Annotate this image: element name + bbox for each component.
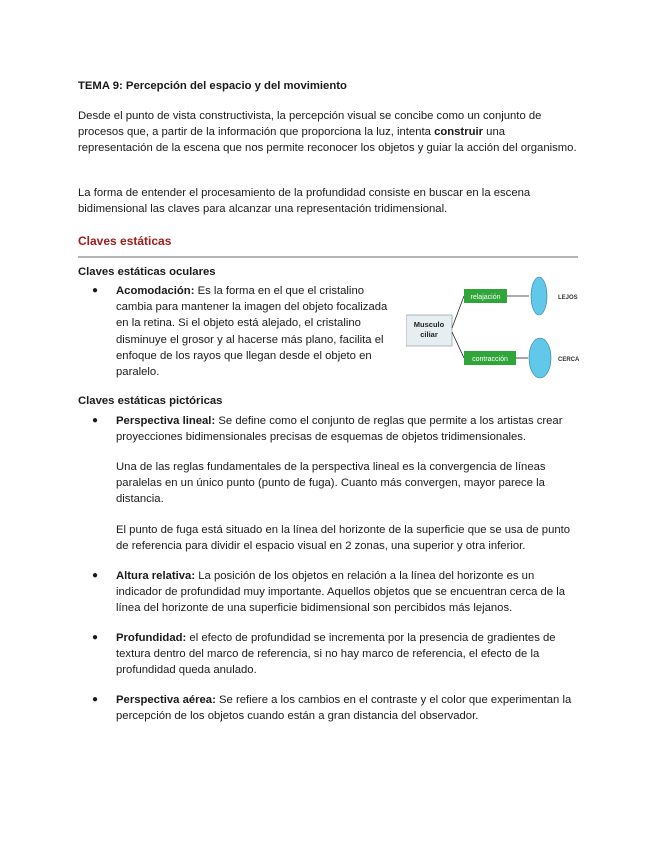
bullet-icon: ● <box>92 285 99 296</box>
term-profundidad: Profundidad: <box>116 632 187 644</box>
relax-label: relajación <box>470 294 501 301</box>
muscle-label-line1: Musculo <box>413 320 445 329</box>
far-label: LEJOS <box>558 295 578 301</box>
subheading-oculares: Claves estáticas oculares <box>78 266 216 278</box>
term-perspectiva-aerea: Perspectiva aérea: <box>116 694 216 706</box>
subheading-pictoricas: Claves estáticas pictóricas <box>78 395 223 407</box>
branch-line-down <box>452 332 464 358</box>
perspectiva-lineal-detail-2: El punto de fuga está situado en la línea del horizonte de la superficie que se usa de punto de referencia para dividir el espacio visual en 2 zonas, una superior y otra inferior. <box>116 524 571 553</box>
section-heading-claves-estaticas: Claves estáticas <box>78 234 172 248</box>
bullet-icon: ● <box>92 570 99 581</box>
term-perspectiva-lineal: Perspectiva lineal: <box>116 415 216 427</box>
list-item-profundidad: ● Profundidad: el efecto de profundidad se incrementa por la presencia de gradientes de textura dentro del marco de referencia, si no hay marco de referencia, el efecto de la profundidad queda anulado. <box>92 632 556 677</box>
term-altura-relativa: Altura relativa: <box>116 570 196 582</box>
document-title: TEMA 9: Percepción del espacio y del movimiento <box>78 80 347 92</box>
section-divider <box>78 256 578 258</box>
list-item-perspectiva-aerea: ● Perspectiva aérea: Se refiere a los cambios en el contraste y el color que experimentan la percepción de los objetos cuando están a gran distancia del observador. <box>92 694 572 723</box>
term-acomodacion: Acomodación: <box>116 285 195 297</box>
intro-paragraph-2: La forma de entender el procesamiento de la profundidad consiste en buscar en la escena bidimensional las claves para alcanzar una representación tridimensional. <box>78 187 531 216</box>
thin-lens-icon <box>531 277 547 315</box>
perspectiva-lineal-detail-1: Una de las reglas fundamentales de la perspectiva lineal es la convergencia de líneas paralelas en un único punto (punto de fuga). Cuanto más convergen, mayor parece la distancia. <box>116 461 546 506</box>
bold-term-construir: construir <box>434 126 484 139</box>
bullet-icon: ● <box>92 632 99 643</box>
list-item-acomodacion: ● Acomodación: Es la forma en el que el cristalino cambia para mantener la imagen del objeto focalizada en la retina. Si el objeto está alejado, el cristalino disminuye el grosor y al hacerse más plano, facilita el enfoque de los rayos que llegan desde el objeto en paralelo. <box>92 285 388 379</box>
near-label: CERCA <box>558 357 580 363</box>
contract-label: contracción <box>472 356 508 363</box>
muscle-label-line2: ciliar <box>420 330 438 339</box>
bullet-icon: ● <box>92 694 99 705</box>
list-item-perspectiva-lineal: ● Perspectiva lineal: Se define como el conjunto de reglas que permite a los artistas crear proyecciones bidimensionales precisas de esquemas de objetos tridimensionales. <box>92 415 563 444</box>
branch-line-up <box>452 296 464 328</box>
bullet-icon: ● <box>92 415 99 426</box>
accommodation-diagram <box>406 276 586 386</box>
thick-lens-icon <box>529 338 551 378</box>
intro-paragraph-1: Desde el punto de vista constructivista, la percepción visual se concibe como un conjunto de procesos que, a partir de la información que proporciona la luz, intenta construir una representación de la escena que nos permite reconocer los objetos y guiar la acción del organismo. <box>78 110 577 155</box>
list-item-altura-relativa: ● Altura relativa: La posición de los objetos en relación a la línea del horizonte es un indicador de profundidad muy importante. Aquellos objetos que se encuentran cerca de la línea del horizonte de una superficie bidimensional son percibidos más lejanos. <box>92 570 566 615</box>
